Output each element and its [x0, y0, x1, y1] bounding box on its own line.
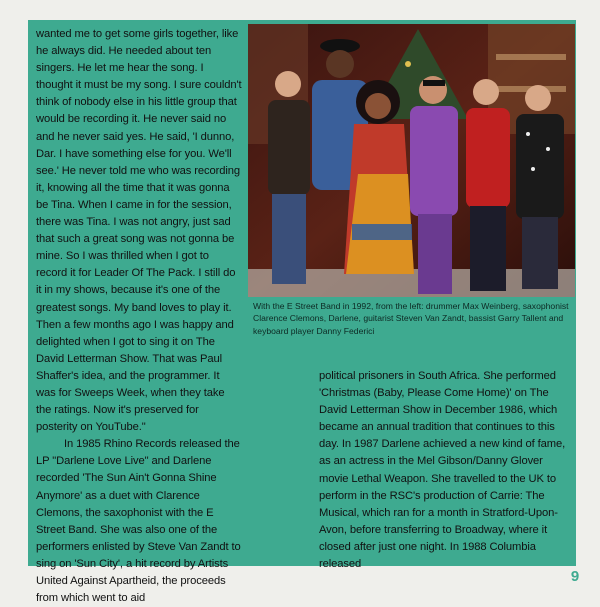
- left-paragraph-1: wanted me to get some girls together, like he always did. He needed about ten singers. He let me hear the song. I thought it must be my song. I sure couldn't think of nobody else in his little group that would be recording it. He never said no and he never said yes. He said, 'I dunno, Dar. I have something else for you. We'll see.' He never told me who was recording it, knowing all the time that it was gonna be Tina. When I came in for the session, there was Tina. I was not angry, just sad that such a great song was not gonna be mine. So I was thrilled when I got to record it for Leader Of The Pack. I still do it in my shows, because it's one of the greatest songs. My band loves to play it. Then a few months ago I was happy and delighted when I got to sing it on The David Letterman Show. That was Paul Shaffer's idea, and the programmer. It was for Sweeps Week, when they take the ratings. Now it's preserved for posterity on YouTube.": [36, 28, 242, 434]
- right-text-column: [319, 368, 571, 573]
- person-danny-federici: [516, 85, 564, 289]
- person-max-weinberg: [268, 71, 310, 284]
- photo-caption: With the E Street Band in 1992, from the left: drummer Max Weinberg, saxophonist Clarence Clemons, Darlene, guitarist Steven Van Zandt, bassist Garry Tallent and keyboard player Danny Federici: [253, 301, 569, 336]
- band-photo: [248, 24, 575, 297]
- left-text-column: [36, 26, 242, 607]
- page-number: 9: [570, 568, 580, 585]
- left-paragraph-2: In 1985 Rhino Records released the LP "Darlene Love Live" and Darlene recorded 'The Sun Ain't Gonna Shine Anymore' as a duet with Clarence Clemons, the saxophonist with the E Street Band. She was also one of the performers enlisted by Steve Van Zandt to sing on 'Sun City', a hit record by Artists United Against Apartheid, the proceeds from which went to aid: [36, 438, 241, 605]
- right-paragraph-1: political prisoners in South Africa. She performed 'Christmas (Baby, Please Come Home)' on The David Letterman Show in December 1986, which became an annual tradition that continues to this day. In 1987 Darlene achieved a new kind of fame, as an actress in the Mel Gibson/Danny Glover movie Lethal Weapon. She travelled to the UK to perform in the RSC's production of Carrie: The Musical, which ran for a month in Stratford-Upon-Avon, before transferring to Broadway, where it closed after just one night. In 1988 Columbia released: [319, 370, 566, 571]
- person-garry-tallent: [466, 79, 510, 291]
